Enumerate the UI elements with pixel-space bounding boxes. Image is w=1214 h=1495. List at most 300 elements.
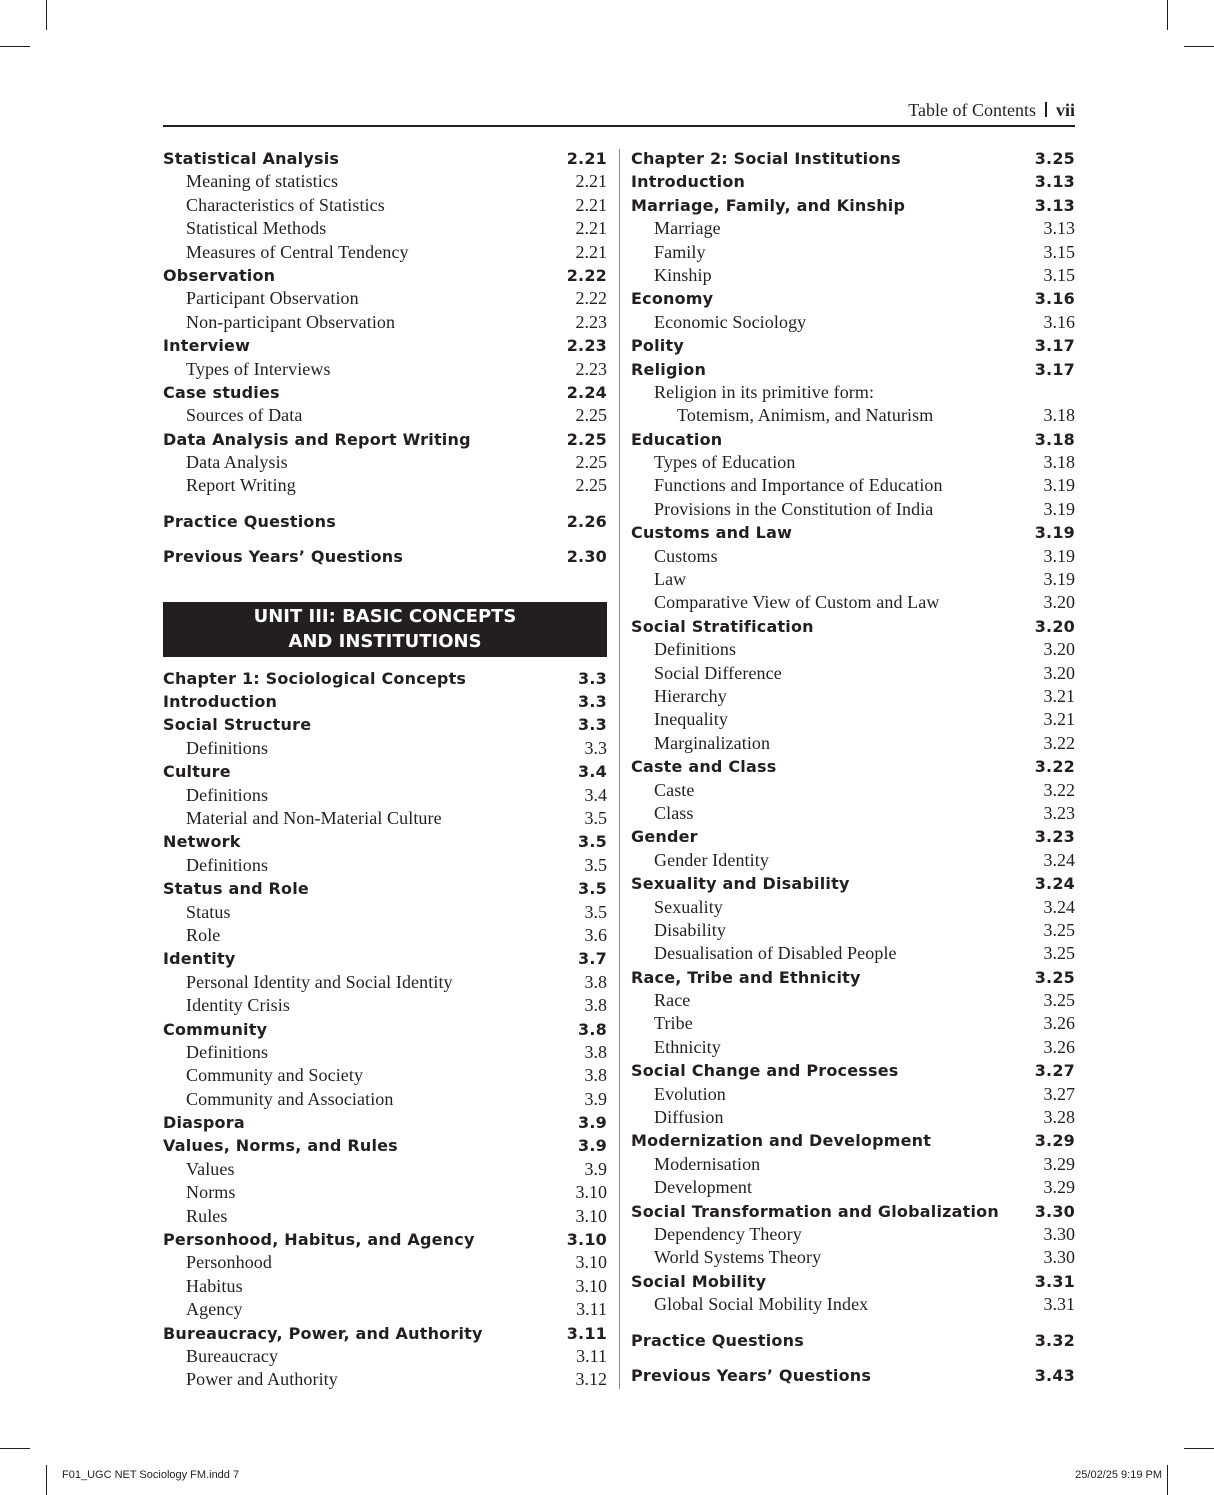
toc-entry-page: 3.8 xyxy=(584,995,607,1016)
toc-entry-title: Education xyxy=(631,429,723,449)
toc-left-column xyxy=(163,147,607,1392)
toc-subentry xyxy=(163,170,607,193)
toc-entry-title: Dependency Theory xyxy=(654,1223,802,1244)
toc-subentry xyxy=(163,1041,607,1064)
toc-entry-page: 3.22 xyxy=(1034,757,1075,777)
toc-entry-title: Introduction xyxy=(163,692,278,712)
toc-entry-title: Functions and Importance of Education xyxy=(654,475,943,496)
toc-subentry xyxy=(163,1368,607,1391)
toc-subentry xyxy=(631,896,1075,919)
toc-entry-title: Customs and Law xyxy=(631,523,793,543)
toc-entry-title: Participant Observation xyxy=(186,288,359,309)
crop-mark xyxy=(1167,1465,1168,1495)
toc-entry-title: Measures of Central Tendency xyxy=(186,241,409,262)
toc-heading-entry xyxy=(163,264,607,287)
toc-entry-page: 2.26 xyxy=(566,511,607,531)
toc-entry-title: Family xyxy=(654,241,706,262)
toc-heading-entry xyxy=(163,510,607,533)
toc-entry-title: Community and Society xyxy=(186,1065,364,1086)
toc-entry-page: 3.3 xyxy=(578,692,607,712)
unit-heading-line2: AND INSTITUTIONS xyxy=(288,630,482,652)
toc-entry-title: Sources of Data xyxy=(186,405,303,426)
toc-subentry xyxy=(163,994,607,1017)
toc-subentry xyxy=(631,474,1075,497)
toc-subentry xyxy=(631,241,1075,264)
toc-entry-page: 3.25 xyxy=(1034,967,1075,987)
toc-subentry xyxy=(163,1181,607,1204)
toc-heading-entry xyxy=(631,1129,1075,1152)
toc-entry-page: 3.29 xyxy=(1043,1177,1075,1198)
toc-subentry xyxy=(631,802,1075,825)
toc-entry-page: 2.25 xyxy=(575,475,607,496)
toc-entry-page: 3.9 xyxy=(584,1088,607,1109)
toc-entry-title: Ethnicity xyxy=(654,1036,721,1057)
toc-subentry xyxy=(163,924,607,947)
toc-entry-page: 3.20 xyxy=(1043,662,1075,683)
toc-entry-page: 3.5 xyxy=(584,854,607,875)
toc-subentry xyxy=(163,1064,607,1087)
running-header xyxy=(163,100,1075,124)
toc-entry-page: 3.10 xyxy=(566,1230,607,1250)
toc-entry-page: 3.24 xyxy=(1043,849,1075,870)
toc-entry-title: Personhood, Habitus, and Agency xyxy=(163,1230,475,1250)
toc-entry-page: 3.3 xyxy=(578,668,607,688)
toc-entry-page: 2.25 xyxy=(575,452,607,473)
toc-entry-page: 3.31 xyxy=(1043,1294,1075,1315)
unit-heading-line1: UNIT III: BASIC CONCEPTS xyxy=(253,605,517,627)
toc-right-column xyxy=(631,147,1075,1387)
toc-subentry xyxy=(631,381,1075,404)
toc-subentry xyxy=(631,989,1075,1012)
toc-entry-page: 3.32 xyxy=(1034,1330,1075,1350)
toc-subentry xyxy=(631,1012,1075,1035)
toc-subentry xyxy=(163,1088,607,1111)
toc-entry-page: 3.21 xyxy=(1043,709,1075,730)
toc-entry-page: 3.18 xyxy=(1034,429,1075,449)
toc-entry-page: 3.4 xyxy=(578,762,607,782)
toc-entry-title: Gender xyxy=(631,827,698,847)
toc-entry-title: Data Analysis xyxy=(186,452,288,473)
toc-entry-title: Power and Authority xyxy=(186,1369,338,1390)
toc-entry-title: Race xyxy=(654,990,691,1011)
toc-heading-entry xyxy=(631,1329,1075,1352)
toc-heading-entry xyxy=(163,1018,607,1041)
toc-entry-page: 3.5 xyxy=(578,832,607,852)
footer-filename: F01_UGC NET Sociology FM.indd 7 xyxy=(62,1469,240,1481)
toc-subentry xyxy=(631,591,1075,614)
toc-entry-page: 3.8 xyxy=(584,1041,607,1062)
toc-list-unit3 xyxy=(163,667,607,1392)
toc-entry-title: Interview xyxy=(163,336,251,356)
toc-subentry xyxy=(163,451,607,474)
toc-entry-page: 3.7 xyxy=(578,949,607,969)
toc-entry-page: 3.20 xyxy=(1034,616,1075,636)
toc-entry-page: 3.12 xyxy=(575,1369,607,1390)
toc-entry-page: 3.24 xyxy=(1034,874,1075,894)
toc-entry-page: 3.20 xyxy=(1043,592,1075,613)
toc-entry-title: Class xyxy=(654,802,694,823)
toc-entry-page: 3.13 xyxy=(1034,172,1075,192)
toc-subentry xyxy=(631,1083,1075,1106)
toc-entry-title: Community xyxy=(163,1019,268,1039)
toc-entry-title: Practice Questions xyxy=(631,1330,804,1350)
toc-entry-title: Report Writing xyxy=(186,475,296,496)
toc-entry-title: Bureaucracy xyxy=(186,1345,279,1366)
toc-subentry xyxy=(631,451,1075,474)
toc-entry-page: 3.28 xyxy=(1043,1107,1075,1128)
toc-subentry xyxy=(163,1158,607,1181)
toc-entry-title: Introduction xyxy=(631,172,746,192)
toc-subentry xyxy=(631,685,1075,708)
toc-entry-page: 3.16 xyxy=(1043,311,1075,332)
toc-entry-title: Data Analysis and Report Writing xyxy=(163,429,471,449)
toc-heading-entry xyxy=(631,615,1075,638)
crop-mark xyxy=(0,1448,30,1449)
crop-mark xyxy=(46,1465,47,1495)
toc-entry-title: Religion xyxy=(631,359,707,379)
toc-subentry xyxy=(163,971,607,994)
toc-entry-title: Economy xyxy=(631,289,714,309)
toc-subentry xyxy=(631,662,1075,685)
toc-heading-entry xyxy=(631,287,1075,310)
toc-entry-title: Evolution xyxy=(654,1083,726,1104)
toc-entry-title: Culture xyxy=(163,762,231,782)
toc-entry-page: 3.3 xyxy=(584,737,607,758)
toc-list-methods xyxy=(163,147,607,569)
toc-entry-page: 3.15 xyxy=(1043,241,1075,262)
toc-subentry xyxy=(163,1251,607,1274)
toc-entry-title: Definitions xyxy=(186,784,269,805)
toc-subentry xyxy=(163,901,607,924)
toc-heading-entry xyxy=(631,170,1075,193)
toc-entry-title: Characteristics of Statistics xyxy=(186,194,385,215)
toc-entry-page: 3.30 xyxy=(1043,1223,1075,1244)
toc-entry-page: 3.22 xyxy=(1043,732,1075,753)
header-rule xyxy=(163,125,1075,127)
toc-subentry xyxy=(631,1293,1075,1316)
toc-entry-page: 3.26 xyxy=(1043,1036,1075,1057)
toc-entry-page: 3.9 xyxy=(578,1113,607,1133)
toc-entry-page: 3.13 xyxy=(1034,195,1075,215)
toc-subentry xyxy=(163,194,607,217)
toc-entry-title: Rules xyxy=(186,1205,228,1226)
toc-heading-entry xyxy=(163,947,607,970)
toc-entry-title: Marriage, Family, and Kinship xyxy=(631,195,906,215)
toc-entry-page: 3.19 xyxy=(1043,545,1075,566)
toc-entry-title: Global Social Mobility Index xyxy=(654,1294,869,1315)
toc-entry-title: Status xyxy=(186,901,231,922)
crop-mark xyxy=(1167,0,1168,30)
toc-subentry xyxy=(163,358,607,381)
toc-entry-page: 2.21 xyxy=(566,149,607,168)
toc-entry-title: Status and Role xyxy=(163,879,309,899)
toc-heading-entry xyxy=(631,358,1075,381)
toc-entry-page: 3.19 xyxy=(1043,475,1075,496)
toc-heading-entry xyxy=(631,755,1075,778)
toc-subentry xyxy=(631,498,1075,521)
toc-entry-title: Agency xyxy=(186,1299,243,1320)
toc-entry-page: 2.21 xyxy=(575,194,607,215)
toc-entry-page: 3.3 xyxy=(578,715,607,735)
toc-entry-page: 3.11 xyxy=(566,1323,607,1343)
toc-entry-title: Inequality xyxy=(654,709,728,730)
toc-heading-entry xyxy=(163,713,607,736)
crop-mark xyxy=(0,46,30,47)
toc-entry-page: 2.22 xyxy=(575,288,607,309)
toc-entry-title: Role xyxy=(186,924,221,945)
toc-entry-title: Modernisation xyxy=(654,1153,761,1174)
toc-entry-page: 3.27 xyxy=(1034,1061,1075,1081)
toc-entry-title: Sexuality and Disability xyxy=(631,874,850,894)
toc-entry-title: Meaning of statistics xyxy=(186,171,339,192)
toc-list-institutions xyxy=(631,147,1075,1387)
toc-heading-entry xyxy=(631,334,1075,357)
toc-entry-page: 3.6 xyxy=(584,924,607,945)
toc-subentry xyxy=(631,942,1075,965)
toc-entry-title: Law xyxy=(654,569,687,590)
toc-subentry xyxy=(163,217,607,240)
toc-entry-page: 3.16 xyxy=(1034,289,1075,309)
toc-entry-page: 3.11 xyxy=(576,1345,607,1366)
toc-entry-title: Customs xyxy=(654,545,718,566)
toc-entry-page: 3.10 xyxy=(575,1252,607,1273)
toc-subentry xyxy=(631,545,1075,568)
toc-entry-page: 3.21 xyxy=(1043,685,1075,706)
toc-subentry xyxy=(163,474,607,497)
column-divider xyxy=(619,149,620,1389)
toc-entry-page: 3.10 xyxy=(575,1275,607,1296)
toc-heading-entry xyxy=(631,428,1075,451)
header-separator xyxy=(1045,102,1047,117)
toc-heading-entry xyxy=(631,147,1075,170)
toc-entry-title: Bureaucracy, Power, and Authority xyxy=(163,1323,483,1343)
toc-entry-title: Race, Tribe and Ethnicity xyxy=(631,967,861,987)
toc-heading-entry xyxy=(163,667,607,690)
toc-entry-title: Observation xyxy=(163,265,276,285)
toc-subentry xyxy=(163,404,607,427)
toc-entry-title: Caste xyxy=(654,779,695,800)
toc-heading-entry xyxy=(163,1111,607,1134)
toc-entry-page: 3.25 xyxy=(1034,149,1075,168)
toc-entry-page: 2.23 xyxy=(575,311,607,332)
toc-heading-entry xyxy=(163,381,607,404)
toc-subentry xyxy=(163,854,607,877)
toc-entry-title: Statistical Methods xyxy=(186,218,327,239)
toc-entry-title: Previous Years’ Questions xyxy=(163,547,404,567)
toc-subentry xyxy=(631,732,1075,755)
toc-subentry xyxy=(163,784,607,807)
toc-entry-page: 3.25 xyxy=(1043,990,1075,1011)
toc-heading-entry xyxy=(163,760,607,783)
toc-entry-title: Identity xyxy=(163,949,236,969)
toc-entry-page: 2.24 xyxy=(566,382,607,402)
toc-entry-page: 3.43 xyxy=(1034,1365,1075,1385)
toc-entry-title: Non-participant Observation xyxy=(186,311,396,332)
toc-entry-page: 2.23 xyxy=(566,336,607,356)
toc-entry-page: 3.23 xyxy=(1034,827,1075,847)
toc-heading-entry xyxy=(631,194,1075,217)
toc-entry-title: Modernization and Development xyxy=(631,1131,932,1151)
toc-entry-page: 3.22 xyxy=(1043,779,1075,800)
toc-entry-title: Desualisation of Disabled People xyxy=(654,943,897,964)
toc-heading-entry xyxy=(631,521,1075,544)
toc-entry-page: 3.27 xyxy=(1043,1083,1075,1104)
toc-entry-page: 2.23 xyxy=(575,358,607,379)
toc-entry-page: 3.9 xyxy=(584,1158,607,1179)
toc-subentry xyxy=(163,311,607,334)
toc-entry-page: 3.19 xyxy=(1043,569,1075,590)
toc-entry-title: Types of Interviews xyxy=(186,358,331,379)
toc-subentry xyxy=(163,241,607,264)
toc-entry-page: 3.18 xyxy=(1043,405,1075,426)
toc-subentry xyxy=(631,638,1075,661)
toc-heading-entry xyxy=(163,147,607,170)
toc-heading-entry xyxy=(163,690,607,713)
toc-subentry xyxy=(631,217,1075,240)
toc-subentry xyxy=(631,849,1075,872)
toc-entry-page: 3.4 xyxy=(584,784,607,805)
toc-subentry xyxy=(163,1345,607,1368)
toc-entry-title: Statistical Analysis xyxy=(163,149,340,168)
toc-entry-title: Development xyxy=(654,1177,753,1198)
toc-entry-title: Social Stratification xyxy=(631,616,814,636)
toc-heading-entry xyxy=(163,1228,607,1251)
toc-entry-page: 3.9 xyxy=(578,1136,607,1156)
toc-entry-title: Totemism, Animism, and Naturism xyxy=(677,405,934,426)
toc-subentry xyxy=(631,1106,1075,1129)
toc-entry-title: Habitus xyxy=(186,1275,243,1296)
page-number: vii xyxy=(1055,100,1075,120)
unit-heading xyxy=(163,602,607,657)
toc-subentry xyxy=(631,404,1075,427)
toc-entry-title: Social Mobility xyxy=(631,1271,767,1291)
toc-entry-page: 2.21 xyxy=(575,218,607,239)
toc-entry-title: Chapter 2: Social Institutions xyxy=(631,149,901,168)
header-title: Table of Contents xyxy=(908,100,1036,120)
toc-entry-title: Gender Identity xyxy=(654,849,769,870)
toc-subentry xyxy=(631,311,1075,334)
toc-entry-page: 2.25 xyxy=(575,405,607,426)
toc-entry-title: Marriage xyxy=(654,218,721,239)
toc-entry-title: Definitions xyxy=(186,737,269,758)
toc-entry-page: 3.29 xyxy=(1034,1131,1075,1151)
toc-entry-page: 3.26 xyxy=(1043,1013,1075,1034)
toc-heading-entry xyxy=(631,1200,1075,1223)
toc-entry-page: 3.25 xyxy=(1043,919,1075,940)
toc-entry-page: 3.25 xyxy=(1043,943,1075,964)
toc-heading-entry xyxy=(631,872,1075,895)
toc-entry-title: Hierarchy xyxy=(654,685,727,706)
toc-entry-page: 3.13 xyxy=(1043,218,1075,239)
toc-entry-title: Types of Education xyxy=(654,452,796,473)
toc-entry-title: Material and Non-Material Culture xyxy=(186,807,442,828)
toc-entry-title: Previous Years’ Questions xyxy=(631,1365,872,1385)
toc-subentry xyxy=(163,1275,607,1298)
toc-entry-page: 3.17 xyxy=(1034,336,1075,356)
toc-entry-title: Sexuality xyxy=(654,896,723,917)
toc-heading-entry xyxy=(163,1134,607,1157)
toc-entry-title: Disability xyxy=(654,919,726,940)
toc-subentry xyxy=(631,1246,1075,1269)
toc-entry-title: Caste and Class xyxy=(631,757,777,777)
toc-entry-title: Provisions in the Constitution of India xyxy=(654,498,934,519)
toc-entry-title: Practice Questions xyxy=(163,511,336,531)
toc-heading-entry xyxy=(163,877,607,900)
toc-entry-page: 3.8 xyxy=(578,1019,607,1039)
toc-subentry xyxy=(631,1036,1075,1059)
toc-entry-page: 2.30 xyxy=(566,547,607,567)
toc-entry-page: 3.8 xyxy=(584,1065,607,1086)
toc-subentry xyxy=(631,264,1075,287)
toc-entry-page: 3.18 xyxy=(1043,452,1075,473)
toc-subentry xyxy=(631,919,1075,942)
toc-entry-title: Values, Norms, and Rules xyxy=(163,1136,398,1156)
toc-entry-title: Network xyxy=(163,832,241,852)
footer-datetime: 25/02/25 9:19 PM xyxy=(1075,1469,1162,1481)
toc-entry-page: 2.21 xyxy=(575,171,607,192)
toc-entry-page: 2.21 xyxy=(575,241,607,262)
toc-entry-page: 3.15 xyxy=(1043,264,1075,285)
toc-entry-title: Norms xyxy=(186,1182,236,1203)
toc-entry-page: 2.25 xyxy=(566,429,607,449)
toc-subentry xyxy=(163,287,607,310)
toc-entry-page: 3.5 xyxy=(584,901,607,922)
toc-entry-title: Comparative View of Custom and Law xyxy=(654,592,940,613)
toc-entry-title: Case studies xyxy=(163,382,280,402)
toc-entry-page: 3.5 xyxy=(584,807,607,828)
toc-entry-title: Definitions xyxy=(654,639,737,660)
toc-entry-title: Definitions xyxy=(186,1041,269,1062)
toc-entry-title: Religion in its primitive form: xyxy=(654,381,875,402)
crop-mark xyxy=(1184,1448,1214,1449)
toc-heading-entry xyxy=(163,334,607,357)
toc-heading-entry xyxy=(163,545,607,568)
toc-entry-page: 3.24 xyxy=(1043,896,1075,917)
toc-entry-title: World Systems Theory xyxy=(654,1247,822,1268)
toc-subentry xyxy=(631,1223,1075,1246)
toc-subentry xyxy=(631,708,1075,731)
toc-entry-page: 3.20 xyxy=(1043,639,1075,660)
toc-heading-entry xyxy=(631,1270,1075,1293)
toc-heading-entry xyxy=(631,825,1075,848)
crop-mark xyxy=(46,0,47,30)
toc-entry-title: Personhood xyxy=(186,1252,272,1273)
toc-entry-page: 2.22 xyxy=(566,265,607,285)
toc-entry-title: Kinship xyxy=(654,264,712,285)
toc-entry-title: Personal Identity and Social Identity xyxy=(186,971,453,992)
toc-entry-title: Identity Crisis xyxy=(186,995,290,1016)
toc-entry-title: Chapter 1: Sociological Concepts xyxy=(163,668,467,688)
toc-entry-title: Community and Association xyxy=(186,1088,394,1109)
toc-subentry xyxy=(163,1298,607,1321)
toc-entry-title: Economic Sociology xyxy=(654,311,807,332)
toc-entry-page: 3.31 xyxy=(1034,1271,1075,1291)
toc-entry-title: Marginalization xyxy=(654,732,771,753)
toc-entry-page: 3.30 xyxy=(1034,1201,1075,1221)
toc-subentry xyxy=(631,1153,1075,1176)
toc-entry-title: Tribe xyxy=(654,1013,693,1034)
toc-subentry xyxy=(631,779,1075,802)
toc-entry-title: Social Structure xyxy=(163,715,312,735)
toc-entry-title: Values xyxy=(186,1158,235,1179)
toc-heading-entry xyxy=(163,428,607,451)
toc-heading-entry xyxy=(163,830,607,853)
toc-heading-entry xyxy=(631,1059,1075,1082)
toc-entry-title: Social Transformation and Globalization xyxy=(631,1201,999,1221)
toc-subentry xyxy=(163,807,607,830)
crop-mark xyxy=(1184,46,1214,47)
toc-entry-title: Social Difference xyxy=(654,662,782,683)
